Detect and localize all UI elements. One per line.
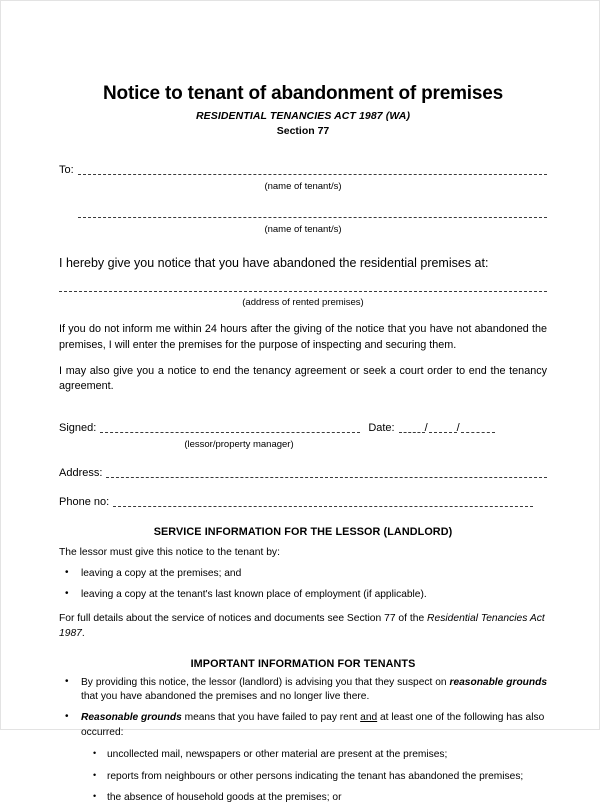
important-bullet-2-underline: and bbox=[360, 712, 378, 724]
notice-paragraph-2: I may also give you a notice to end the tenancy agreement or seek a court order to end the tenancy agreement. bbox=[59, 364, 547, 393]
list-item: • reports from neighbours or other persons indicating the tenant has abandoned the premises; bbox=[81, 770, 547, 785]
date-day-input[interactable] bbox=[399, 432, 425, 433]
important-bullet-2-mid: means that you have failed to pay rent bbox=[181, 712, 361, 724]
service-info-bullet-list bbox=[59, 567, 547, 603]
important-bullet-1-emphasis: reasonable grounds bbox=[449, 676, 547, 688]
service-info-footer bbox=[59, 612, 547, 642]
service-footer-suffix: . bbox=[81, 627, 85, 639]
signature-input[interactable] bbox=[100, 432, 360, 433]
lessor-address-row bbox=[59, 466, 547, 481]
premises-address-input[interactable] bbox=[59, 291, 547, 292]
tenant-name-caption-1: (name of tenant/s) bbox=[264, 180, 342, 192]
notice-lead-statement: I hereby give you notice that you have abandoned the residential premises at: bbox=[59, 255, 489, 270]
date-month-input[interactable] bbox=[429, 432, 457, 433]
important-info-sub-bullet-list bbox=[81, 748, 547, 806]
document-content bbox=[59, 1, 547, 806]
important-bullet-1-suffix: that you have abandoned the premises and no longer live there. bbox=[81, 691, 370, 703]
phone-label: Phone no: bbox=[59, 495, 110, 508]
list-item: • uncollected mail, newspapers or other material are present at the premises; bbox=[81, 748, 547, 763]
date-separator-1: / bbox=[424, 421, 428, 434]
signed-date-row bbox=[59, 421, 547, 436]
list-item: • leaving a copy at the tenant's last known place of employment (if applicable). bbox=[59, 588, 547, 603]
lessor-phone-input[interactable] bbox=[113, 506, 533, 507]
important-bullet-2-suffix: at least one of the following has also occurred: bbox=[81, 712, 545, 739]
service-info-intro: The lessor must give this notice to the tenant by: bbox=[59, 547, 280, 559]
lessor-phone-row bbox=[59, 495, 547, 510]
service-footer-act-name: Residential Tenancies Act 1987 bbox=[59, 612, 545, 639]
page-title: Notice to tenant of abandonment of premises bbox=[103, 83, 503, 104]
important-bullet-2-emphasis: Reasonable grounds bbox=[81, 712, 182, 724]
list-item bbox=[59, 676, 547, 706]
date-label: Date: bbox=[368, 421, 395, 434]
address-label: Address: bbox=[59, 466, 103, 479]
important-info-heading: IMPORTANT INFORMATION FOR TENANTS bbox=[190, 657, 416, 670]
list-item: • the absence of household goods at the premises; or bbox=[81, 791, 547, 806]
tenant-name-row-1 bbox=[59, 163, 547, 178]
service-footer-prefix: For full details about the service of notices and documents see Section 77 of the bbox=[59, 612, 428, 624]
signed-caption: (lessor/property manager) bbox=[184, 438, 294, 450]
premises-address-row bbox=[59, 291, 547, 295]
to-label: To: bbox=[59, 163, 74, 176]
tenant-name-input-1[interactable] bbox=[78, 174, 547, 175]
tenant-name-input-2[interactable] bbox=[78, 217, 547, 218]
act-subtitle: RESIDENTIAL TENANCIES ACT 1987 (WA) bbox=[195, 109, 411, 122]
notice-paragraph-1: If you do not inform me within 24 hours after the giving of the notice that you have not abandoned the premises, I will enter the premises for the purpose of inspecting and securing them. bbox=[59, 323, 547, 351]
service-info-heading: SERVICE INFORMATION FOR THE LESSOR (LANDLORD) bbox=[153, 526, 453, 539]
list-item: • leaving a copy at the premises; and bbox=[59, 567, 547, 582]
date-separator-2: / bbox=[456, 421, 460, 434]
tenant-name-row-2 bbox=[59, 206, 547, 221]
lessor-address-input[interactable] bbox=[106, 477, 547, 478]
tenant-name-caption-2: (name of tenant/s) bbox=[264, 223, 342, 235]
signed-label: Signed: bbox=[59, 421, 97, 434]
list-item bbox=[59, 711, 547, 806]
section-number: Section 77 bbox=[276, 124, 330, 137]
important-info-bullet-list bbox=[59, 676, 547, 806]
date-year-input[interactable] bbox=[461, 432, 495, 433]
important-bullet-1-prefix: By providing this notice, the lessor (landlord) is advising you that they suspect on bbox=[81, 676, 450, 688]
premises-address-caption: (address of rented premises) bbox=[242, 297, 364, 309]
